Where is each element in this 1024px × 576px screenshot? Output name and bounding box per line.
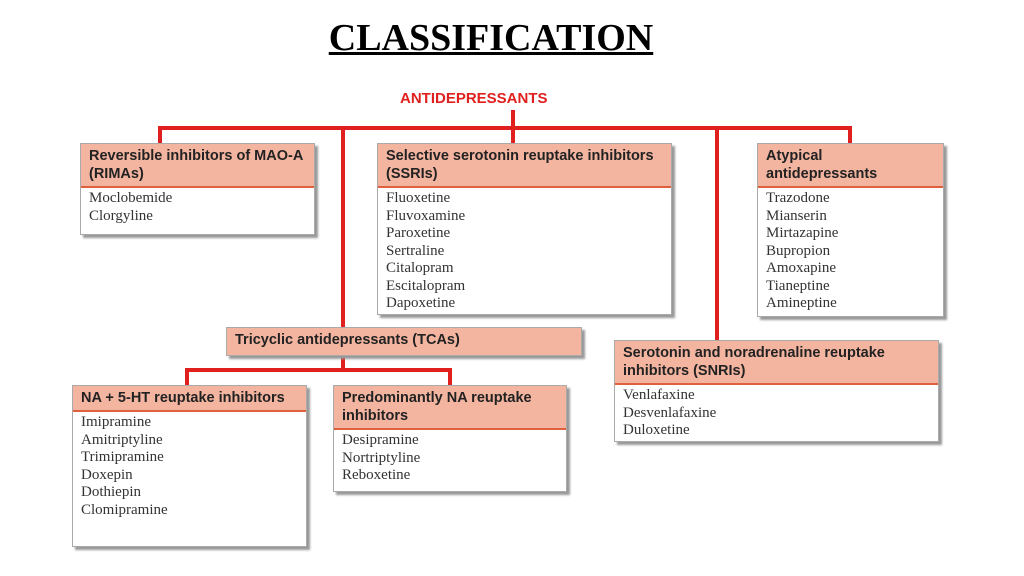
list-item: Fluvoxamine [386,207,466,224]
ssri-box [377,143,672,315]
ssri-header: Selective serotonin reuptake inhibitors (SSRIs) [378,144,671,188]
list-item: Doxepin [81,466,133,483]
connector [185,368,452,372]
list-item: Amoxapine [766,260,836,276]
na-header: Predominantly NA reuptake inhibitors [334,386,566,430]
list-item: Dothiepin [81,484,141,500]
list-item: Tianeptine [766,277,830,294]
snri-header: Serotonin and noradrenaline reuptake inhibitors (SNRIs) [615,341,938,385]
connector [848,126,852,144]
list-item: Desvenlafaxine [623,404,717,421]
list-item: Mianserin [766,207,827,224]
connector [158,126,852,130]
list-item: Sertraline [386,242,445,259]
list-item: Clorgyline [89,207,153,224]
connector [715,126,719,341]
snri-box [614,340,939,442]
list-item: Venlafaxine [623,387,695,403]
root-node: ANTIDEPRESSANTS [400,90,548,107]
rima-list [81,188,314,227]
list-item: Trazodone [766,190,830,206]
list-item: Paroxetine [386,225,451,241]
list-item: Escitalopram [386,277,466,294]
ssri-list [378,188,671,315]
na-box [333,385,567,492]
list-item: Mirtazapine [766,225,839,241]
list-item: Duloxetine [623,422,690,438]
connector [158,126,162,144]
list-item: Reboxetine [342,467,411,483]
rima-box [80,143,315,235]
list-item: Fluoxetine [386,190,451,206]
list-item: Amineptine [766,295,837,311]
page-title: CLASSIFICATION [328,17,654,59]
na5ht-box [72,385,307,547]
na5ht-list [73,412,306,521]
list-item: Clomipramine [81,501,168,518]
atypical-header: Atypical antidepressants [758,144,943,188]
tca-box [226,327,582,356]
list-item: Nortriptyline [342,449,421,466]
list-item: Dapoxetine [386,295,456,311]
atypical-box [757,143,944,317]
rima-header: Reversible inhibitors of MAO-A (RIMAs) [81,144,314,188]
list-item: Moclobemide [89,190,173,206]
atypical-list [758,188,943,315]
list-item: Imipramine [81,414,151,430]
connector [185,368,189,386]
snri-list [615,385,938,442]
connector [341,126,345,328]
list-item: Amitriptyline [81,431,163,448]
na5ht-header: NA + 5-HT reuptake inhibitors [73,386,306,412]
list-item: Citalopram [386,260,454,276]
tca-header: Tricyclic antidepressants (TCAs) [227,328,581,355]
list-item: Trimipramine [81,449,164,465]
list-item: Desipramine [342,432,419,448]
na-list [334,430,566,487]
list-item: Bupropion [766,242,831,259]
connector [448,368,452,386]
